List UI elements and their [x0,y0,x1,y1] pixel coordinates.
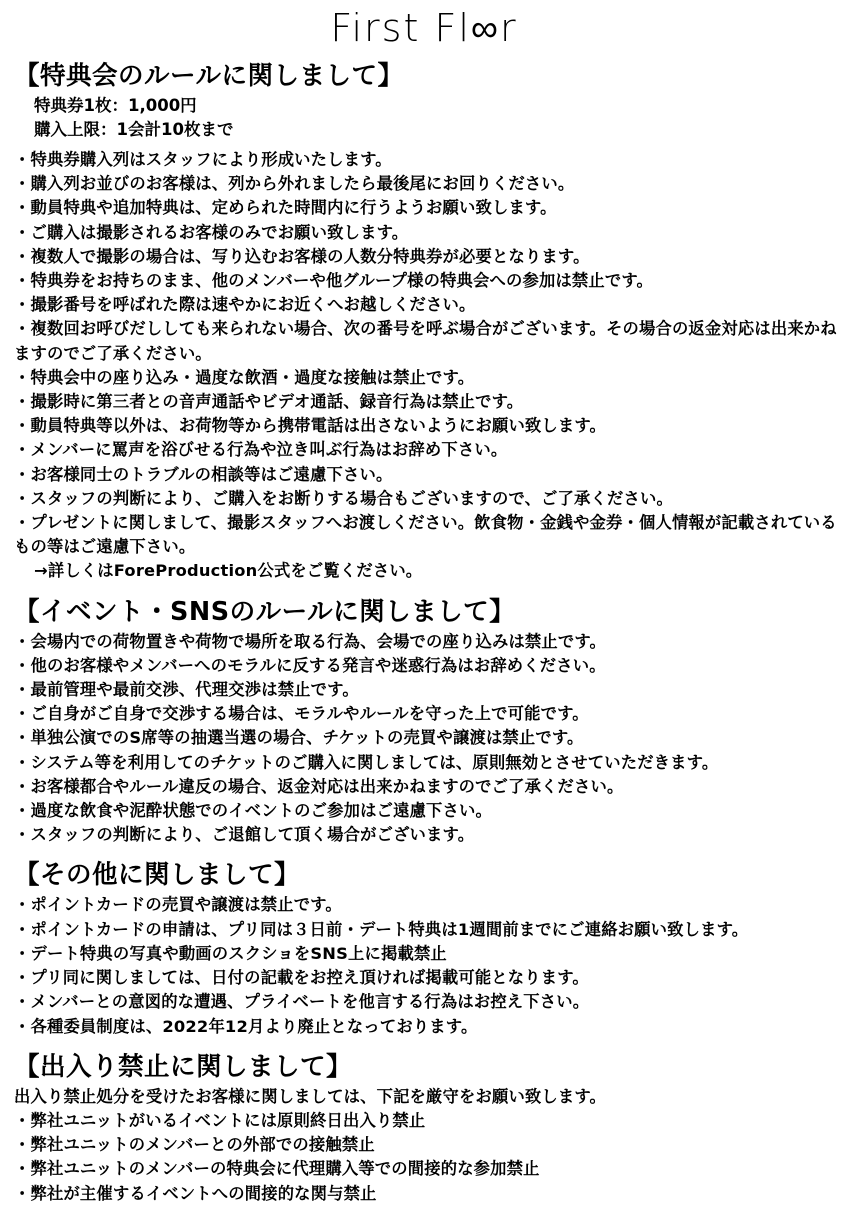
list-item: ・弊社ユニットがいるイベントには原則終日出入り禁止 [14,1110,426,1130]
details-note: →詳しくはForeProduction公式をご覧ください。 [34,561,423,581]
list-item: ・メンバーとの意図的な遭遇、プライベートを他言する行為はお控え下さい。 [14,992,590,1012]
list-item: ・複数回お呼びだししても来られない場合、次の番号を呼ぶ場合がございます。その場合の返金対応は出来かねますのでご了承ください。 [14,319,837,363]
list-item: ・撮影時に第三者との音声通話やビデオ通話、録音行為は禁止です。 [14,392,524,412]
list-item: ・弊社ユニットのメンバーの特典会に代理購入等での間接的な参加禁止 [14,1159,540,1179]
list-item: ・単独公演でのS席等の抽選当選の場合、チケットの売買や譲渡は禁止です。 [14,728,584,748]
section-title-tokuten: 【特典会のルールに関しまして】 [14,61,404,91]
rules-document [14,58,840,1206]
list-item: ・複数人で撮影の場合は、写り込むお客様の人数分特典券が必要となります。 [14,246,590,266]
list-item: ・購入列お並びのお客様は、列から外れましたら最後尾にお回りください。 [14,174,575,194]
purchase-limit: 購入上限：1会計10枚まで [34,120,234,139]
list-item: ・会場内での荷物置きや荷物で場所を取る行為、会場での座り込みは禁止です。 [14,631,607,651]
list-item: ・ポイントカードの売買や譲渡は禁止です。 [14,895,342,915]
section-title-ban: 【出入り禁止に関しまして】 [14,1051,353,1082]
list-item: ・動員特典や追加特典は、定められた時間内に行うようお願い致します。 [14,198,557,218]
list-item: ・メンバーに罵声を浴びせる行為や泣き叫ぶ行為はお辞め下さい。 [14,440,508,460]
ticket-price: 特典券1枚：1,000円 [34,96,197,115]
list-item: ・プリ同に関しましては、日付の記載をお控え頂ければ掲載可能となります。 [14,968,589,988]
list-item: ・スタッフの判断により、ご購入をお断りする場合もございますので、ご了承ください。 [14,488,673,508]
section-title-other: 【その他に関しまして】 [14,860,301,891]
list-item: ・システム等を利用してのチケットのご購入に関しましては、原則無効とさせていただきます。 [14,752,719,772]
list-item: ・過度な飲食や泥酔状態でのイベントのご参加はご遠慮下さい。 [14,801,492,821]
brand-logo: First Fl∞r [330,6,518,50]
list-item: ・ご自身がご自身で交渉する場合は、モラルやルールを守った上で可能です。 [14,704,589,724]
list-item: ・弊社ユニットのメンバーとの外部での接触禁止 [14,1135,375,1155]
list-item: ・弊社が主催するイベントへの間接的な関与禁止 [14,1183,377,1203]
other-rules-list [14,893,840,1038]
list-item: ・プレゼントに関しまして、撮影スタッフへお渡しください。飲食物・金銭や金券・個人情報が記載されているもの等はご遠慮下さい。 [14,513,837,557]
list-item: ・お客様都合やルール違反の場合、返金対応は出来かねますのでご了承ください。 [14,776,624,796]
tokuten-rules-list [14,148,840,559]
list-item: ・特典会中の座り込み・過度な飲酒・過度な接触は禁止です。 [14,367,475,387]
list-item: ・お客様同士のトラブルの相談等はご遠慮下さい。 [14,464,393,484]
list-item: ・動員特典等以外は、お荷物等から携帯電話は出さないようにお願い致します。 [14,416,607,436]
event-rules-list [14,630,840,848]
section-title-event: 【イベント・SNSのルールに関しまして】 [14,596,516,627]
list-item: ・特典券購入列はスタッフにより形成いたします。 [14,150,392,169]
ban-rules-list [14,1109,840,1206]
list-item: ・最前管理や最前交渉、代理交渉は禁止です。 [14,680,359,700]
list-item: ・デート特典の写真や動画のスクショをSNS上に掲載禁止 [14,943,447,963]
list-item: ・特典券をお持ちのまま、他のメンバーや他グループ様の特典会への参加は禁止です。 [14,271,654,291]
ban-intro: 出入り禁止処分を受けたお客様に関しましては、下記を厳守をお願い致します。 [14,1086,607,1106]
list-item: ・他のお客様やメンバーへのモラルに反する発言や迷惑行為はお辞めください。 [14,655,606,675]
list-item: ・ご購入は撮影されるお客様のみでお願い致します。 [14,222,409,242]
list-item: ・ポイントカードの申請は、プリ同は３日前・デート特典は1週間前までにご連絡お願い致します。 [14,919,749,939]
list-item: ・スタッフの判断により、ご退館して頂く場合がございます。 [14,825,475,845]
list-item: ・各種委員制度は、2022年12月より廃止となっております。 [14,1016,478,1036]
list-item: ・撮影番号を呼ばれた際は速やかにお近くへお越しください。 [14,295,476,315]
